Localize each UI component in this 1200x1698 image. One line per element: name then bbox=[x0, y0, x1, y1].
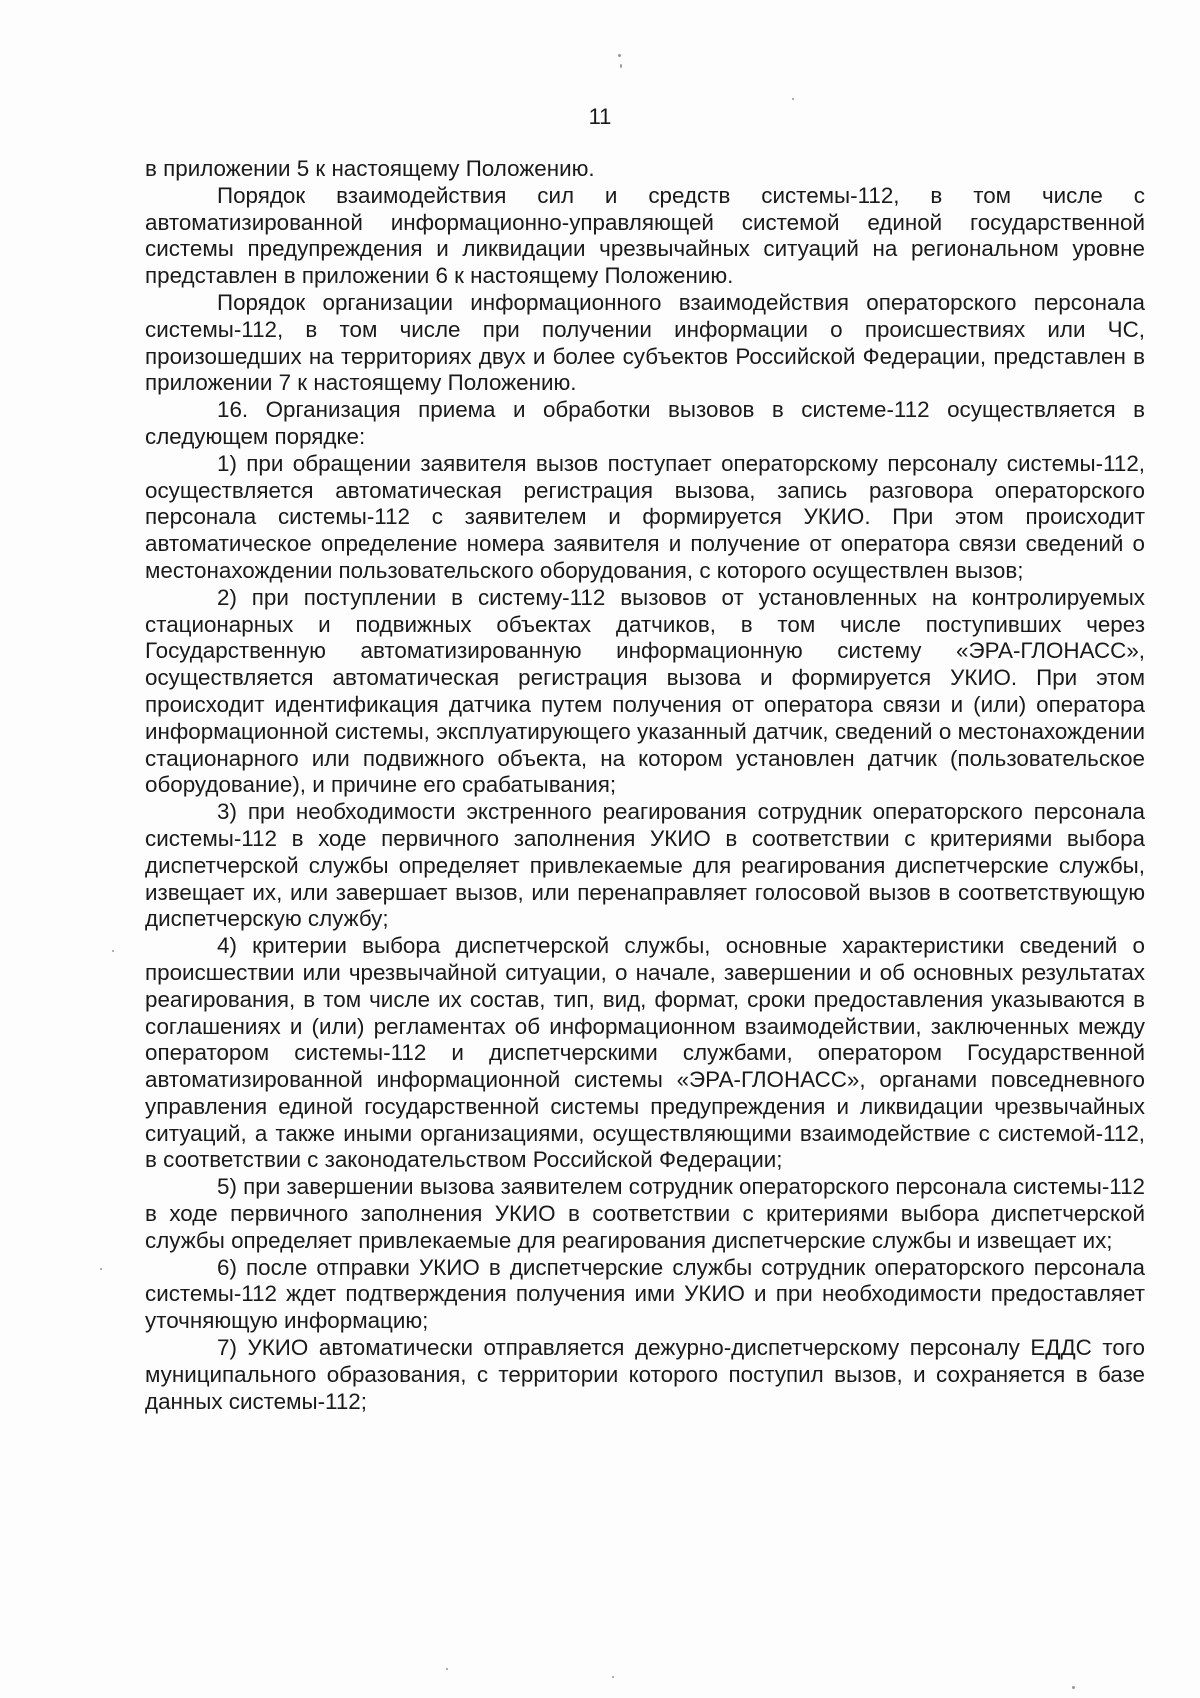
list-item-3: 3) при необходимости экстренного реагирования сотрудник операторского персонала системы-112 в ходе первичного заполнения УКИО в соответствии с критериями выбора диспетчерской службы определяет привлекаемые для реагирования диспетчерские службы, извещает их, или завершает вызов, или перенаправляет голосовой вызов в соответствующую диспетчерскую службу; bbox=[145, 799, 1145, 932]
list-item-2: 2) при поступлении в систему-112 вызовов от установленных на контролируемых стационарных и подвижных объектах датчиков, в том числе поступивших через Государственную автоматизированную информационную систему «ЭРА-ГЛОНАСС», осуществляется автоматическая регистрация вызова и формируется УКИО. При этом происходит идентификация датчика путем получения от оператора связи и (или) оператора информационной системы, эксплуатирующего указанный датчик, сведений о местонахождении стационарного или подвижного объекта, на котором установлен датчик (пользовательское оборудование), и причине его срабатывания; bbox=[145, 584, 1145, 798]
list-item-4: 4) критерии выбора диспетчерской службы, основные характеристики сведений о происшествии или чрезвычайной ситуации, о начале, завершении и об основных результатах реагирования, в том числе их состав, тип, вид, формат, сроки предоставления указываются в соглашениях и (или) регламентах об информационном взаимодействии, заключенных между оператором системы-112 и диспетчерскими службами, оператором Государственной автоматизированной информационной системы «ЭРА-ГЛОНАСС», органами повседневного управления единой государственной системы предупреждения и ликвидации чрезвычайных ситуаций, а также иными организациями, осуществляющими взаимодействие с системой-112, в соответствии с законодательством Российской Федерации; bbox=[145, 933, 1145, 1173]
scan-speck bbox=[100, 1268, 102, 1270]
scan-speck bbox=[792, 98, 794, 100]
paragraph-info-interaction: Порядок организации информационного взаимодействия операторского персонала системы-112, в том числе при получении информации о происшествиях или ЧС, произошедших на территориях двух и более субъектов Российской Федерации, представлен в приложении 7 к настоящему Положению. bbox=[145, 289, 1145, 396]
scan-speck bbox=[620, 64, 622, 68]
list-item-7: 7) УКИО автоматически отправляется дежурно-диспетчерскому персоналу ЕДДС того муниципального образования, с территории которого поступил вызов, и сохраняется в базе данных системы-112; bbox=[145, 1335, 1145, 1414]
scan-speck bbox=[618, 54, 621, 57]
paragraph-interaction-order: Порядок взаимодействия сил и средств системы-112, в том числе с автоматизированной информационно-управляющей системой единой государственной системы предупреждения и ликвидации чрезвычайных ситуаций на региональном уровне представлен в приложении 6 к настоящему Положению. bbox=[145, 182, 1145, 289]
list-item-1: 1) при обращении заявителя вызов поступает операторскому персоналу системы-112, осуществляется автоматическая регистрация вызова, запись разговора операторского персонала системы-112 с заявителем и формируется УКИО. При этом происходит автоматическое определение номера заявителя и получение от оператора связи сведений о местонахождении пользовательского оборудования, с которого осуществлен вызов; bbox=[145, 450, 1145, 583]
list-item-5: 5) при завершении вызова заявителем сотрудник операторского персонала системы-112 в ходе первичного заполнения УКИО в соответствии с критериями выбора диспетчерской службы определяет привлекаемые для реагирования диспетчерские службы и извещает их; bbox=[145, 1174, 1145, 1253]
paragraph-continuation: в приложении 5 к настоящему Положению. bbox=[145, 156, 595, 181]
document-body bbox=[145, 156, 1145, 1415]
scan-speck bbox=[112, 950, 114, 952]
scan-speck bbox=[612, 1676, 614, 1678]
paragraph-section-16: 16. Организация приема и обработки вызовов в системе-112 осуществляется в следующем порядке: bbox=[145, 397, 1145, 449]
list-item-6: 6) после отправки УКИО в диспетчерские службы сотрудник операторского персонала системы-112 ждет подтверждения получения ими УКИО и при необходимости предоставляет уточняющую информацию; bbox=[145, 1254, 1145, 1334]
scan-speck bbox=[446, 1668, 448, 1670]
page-number: 11 bbox=[588, 104, 612, 129]
scan-speck bbox=[1072, 1686, 1075, 1689]
